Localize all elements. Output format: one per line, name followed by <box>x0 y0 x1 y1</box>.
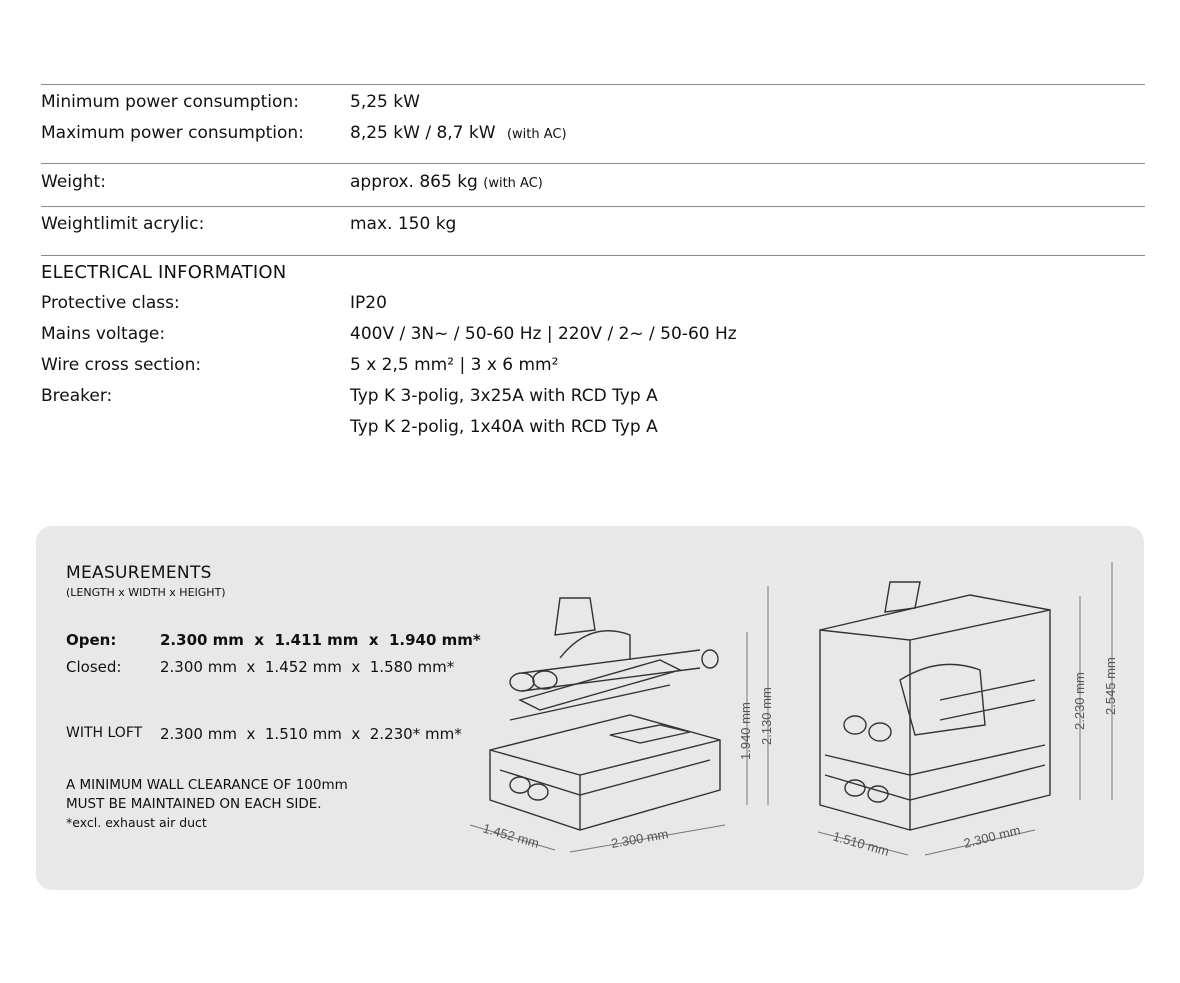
max-power-value <box>350 123 567 145</box>
loft-value: 2.300 mm x 1.510 mm x 2.230* mm* <box>160 725 462 743</box>
dim-open-height: 1.940 mm <box>738 702 753 760</box>
mains-value: 400V / 3N~ / 50-60 Hz | 220V / 2~ / 50-60 Hz <box>350 324 737 344</box>
dim-open-depth: 1.452 mm <box>481 820 541 851</box>
max-power-note: (with AC) <box>506 127 567 142</box>
weightlimit-label: Weightlimit acrylic: <box>41 214 205 234</box>
clearance-line-1: A MINIMUM WALL CLEARANCE OF 100mm <box>66 777 348 793</box>
measurements-subtitle: (LENGTH x WIDTH x HEIGHT) <box>66 586 226 599</box>
dim-loft-height: 2.230 mm <box>1072 672 1087 730</box>
wire-label: Wire cross section: <box>41 355 202 375</box>
open-unit-drawing <box>490 598 720 830</box>
breaker-label: Breaker: <box>41 386 113 406</box>
open-value: 2.300 mm x 1.411 mm x 1.940 mm* <box>160 631 481 649</box>
electrical-title: ELECTRICAL INFORMATION <box>41 262 287 283</box>
min-power-label: Minimum power consumption: <box>41 92 299 112</box>
protective-value: IP20 <box>350 293 387 313</box>
max-power-label: Maximum power consumption: <box>41 123 304 143</box>
footnote: *excl. exhaust air duct <box>66 815 207 830</box>
max-power-value-text: 8,25 kW / 8,7 kW <box>350 123 496 143</box>
mains-label: Mains voltage: <box>41 324 166 344</box>
weight-note: (with AC) <box>483 176 543 191</box>
loft-label: WITH LOFT <box>66 725 143 741</box>
product-drawings <box>460 560 1140 870</box>
divider <box>41 206 1145 207</box>
weight-value <box>350 172 543 194</box>
measurements-title: MEASUREMENTS <box>66 563 212 583</box>
closed-value: 2.300 mm x 1.452 mm x 1.580 mm* <box>160 658 455 676</box>
wire-value: 5 x 2,5 mm² | 3 x 6 mm² <box>350 355 559 375</box>
dim-loft-height-2: 2.545 mm <box>1103 657 1118 715</box>
min-power-value: 5,25 kW <box>350 92 420 112</box>
dim-open-length: 2.300 mm <box>609 826 670 851</box>
open-label: Open: <box>66 631 117 649</box>
protective-label: Protective class: <box>41 293 180 313</box>
divider <box>41 255 1145 256</box>
dim-loft-length: 2.300 mm <box>962 822 1022 851</box>
closed-label: Closed: <box>66 658 122 676</box>
weight-label: Weight: <box>41 172 106 192</box>
breaker-value-1: Typ K 3-polig, 3x25A with RCD Typ A <box>350 386 658 406</box>
weightlimit-value: max. 150 kg <box>350 214 457 234</box>
divider <box>41 163 1145 164</box>
dim-open-height-2: 2.130 mm <box>759 687 774 745</box>
divider <box>41 84 1145 85</box>
loft-unit-drawing <box>820 582 1050 830</box>
weight-value-text: approx. 865 kg <box>350 172 478 192</box>
breaker-value-2: Typ K 2-polig, 1x40A with RCD Typ A <box>350 417 658 437</box>
dim-loft-depth: 1.510 mm <box>831 828 891 859</box>
clearance-line-2: MUST BE MAINTAINED ON EACH SIDE. <box>66 796 322 812</box>
